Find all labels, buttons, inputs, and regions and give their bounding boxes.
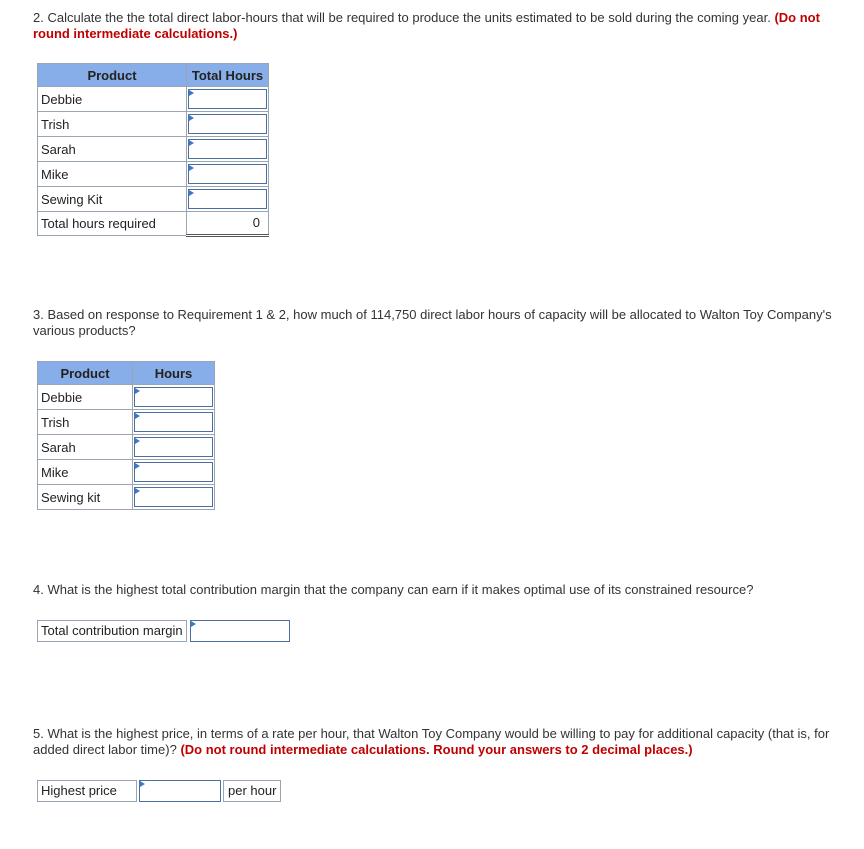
highest-price-input[interactable] <box>139 780 221 802</box>
col-header-product: Product <box>38 64 187 87</box>
hours-input-trish[interactable] <box>188 114 267 134</box>
row-label: Sarah <box>38 435 133 460</box>
table-row <box>38 485 215 510</box>
question-2-note: (Do not round intermediate calculations.) <box>33 10 820 41</box>
question-5-text: 5. What is the highest price, in terms of a rate per hour, that Walton Toy Company would be willing to pay for additional capacity (that is, for added direct labor time)? <box>33 726 830 757</box>
question-4-text: 4. What is the highest total contribution margin that the company can earn if it makes optimal use of its constrained resource? <box>33 582 754 597</box>
question-3-text: 3. Based on response to Requirement 1 & 2, how much of 114,750 direct labor hours of capacity will be allocated to Walton Toy Company's various products? <box>33 307 832 338</box>
question-4 <box>33 582 853 598</box>
question-2 <box>33 10 858 42</box>
table-row-total <box>38 212 269 236</box>
per-hour-unit: per hour <box>223 780 281 802</box>
question-5 <box>33 726 858 758</box>
contribution-margin-label: Total contribution margin <box>37 620 187 642</box>
row-label: Sewing Kit <box>38 187 187 212</box>
question-2-text: 2. Calculate the the total direct labor-hours that will be required to produce the units estimated to be sold during the coming year. <box>33 10 771 25</box>
total-hours-table <box>37 63 269 237</box>
col-header-product: Product <box>38 362 133 385</box>
hours-input-debbie[interactable] <box>188 89 267 109</box>
alloc-input-sewing-kit[interactable] <box>134 487 213 507</box>
table-row <box>38 385 215 410</box>
highest-price-label: Highest price <box>37 780 137 802</box>
table-row <box>38 112 269 137</box>
row-label: Mike <box>38 460 133 485</box>
contribution-margin-row <box>37 620 290 642</box>
row-label: Sewing kit <box>38 485 133 510</box>
alloc-input-mike[interactable] <box>134 462 213 482</box>
row-label: Sarah <box>38 137 187 162</box>
col-header-hours: Hours <box>133 362 215 385</box>
row-label: Debbie <box>38 385 133 410</box>
row-label: Trish <box>38 112 187 137</box>
row-label: Debbie <box>38 87 187 112</box>
alloc-input-sarah[interactable] <box>134 437 213 457</box>
alloc-input-debbie[interactable] <box>134 387 213 407</box>
allocated-hours-table <box>37 361 215 510</box>
table-row <box>38 435 215 460</box>
table-row <box>38 137 269 162</box>
table-row <box>38 87 269 112</box>
table-row <box>38 187 269 212</box>
table-row <box>38 162 269 187</box>
question-5-note: (Do not round intermediate calculations. Round your answers to 2 decimal places.) <box>180 742 693 757</box>
highest-price-row <box>37 780 281 802</box>
total-label: Total hours required <box>38 212 187 236</box>
table-row <box>38 410 215 435</box>
hours-input-sarah[interactable] <box>188 139 267 159</box>
total-value: 0 <box>252 215 260 230</box>
hours-input-sewing-kit[interactable] <box>188 189 267 209</box>
alloc-input-trish[interactable] <box>134 412 213 432</box>
col-header-total-hours: Total Hours <box>187 64 269 87</box>
hours-input-mike[interactable] <box>188 164 267 184</box>
row-label: Mike <box>38 162 187 187</box>
table-row <box>38 460 215 485</box>
row-label: Trish <box>38 410 133 435</box>
contribution-margin-input[interactable] <box>190 620 290 642</box>
question-3 <box>33 307 833 339</box>
